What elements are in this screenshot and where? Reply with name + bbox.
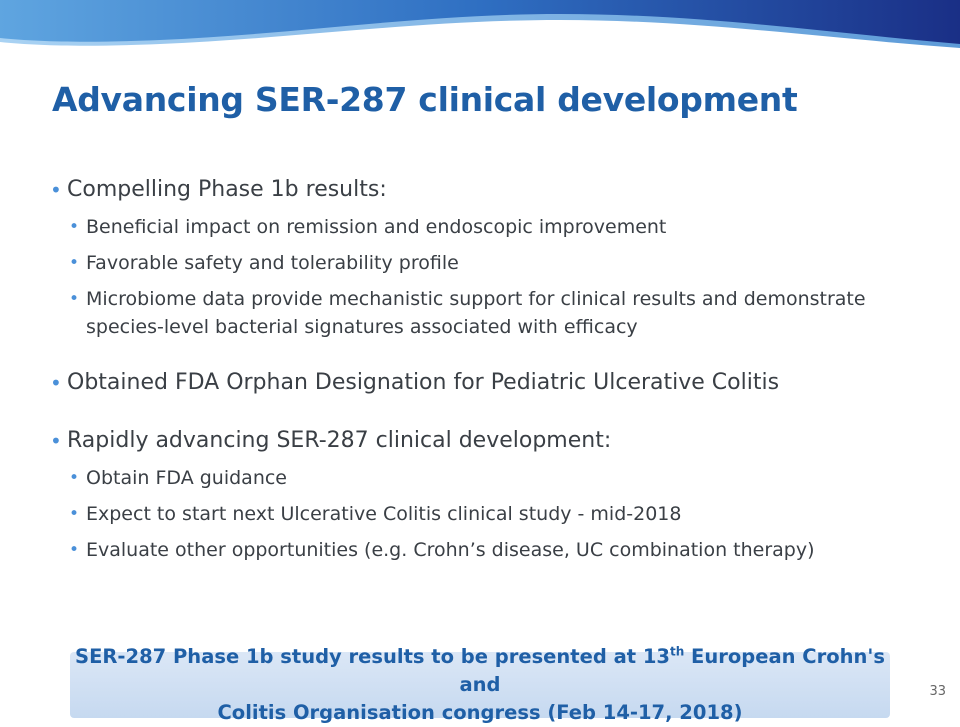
bullet-rapidly-advancing: • Rapidly advancing SER-287 clinical development: — [50, 428, 612, 453]
bullet-dot-icon: • — [50, 429, 62, 453]
bullet-dot-icon: • — [69, 540, 80, 560]
bullet-dot-icon: • — [69, 504, 80, 524]
bullet-orphan-designation: • Obtained FDA Orphan Designation for Pediatric Ulcerative Colitis — [50, 370, 780, 395]
bullet-phase1b: • Compelling Phase 1b results: — [50, 177, 387, 202]
callout-text: SER-287 Phase 1b study results to be presented at 13th European Crohn's and Colitis Organisation congress (Feb 14-17, 2018) — [75, 644, 885, 724]
page-number: 33 — [929, 684, 946, 699]
sub-bullet-safety: • Favorable safety and tolerability profile — [50, 249, 930, 277]
sub-bullet-fda-guidance: • Obtain FDA guidance — [50, 464, 930, 492]
bullet-dot-icon: • — [50, 178, 62, 202]
header-wave-decoration — [0, 0, 960, 60]
slide-title: Advancing SER-287 clinical development — [52, 80, 798, 119]
sub-bullet-next-study: • Expect to start next Ulcerative Colitis clinical study - mid-2018 — [50, 500, 930, 528]
callout-box — [70, 644, 890, 724]
bullet-dot-icon: • — [69, 217, 80, 237]
sub-bullet-other-opportunities: • Evaluate other opportunities (e.g. Crohn’s disease, UC combination therapy) — [50, 536, 930, 564]
bullet-list — [50, 176, 930, 564]
bullet-dot-icon: • — [69, 468, 80, 488]
bullet-dot-icon: • — [50, 371, 62, 395]
sub-bullet-microbiome: • Microbiome data provide mechanistic support for clinical results and demonstrate species-level bacterial signatures associated with efficacy — [50, 285, 876, 341]
bullet-dot-icon: • — [69, 253, 80, 273]
bullet-dot-icon: • — [69, 289, 80, 309]
sub-bullet-remission: • Beneficial impact on remission and endoscopic improvement — [50, 213, 930, 241]
